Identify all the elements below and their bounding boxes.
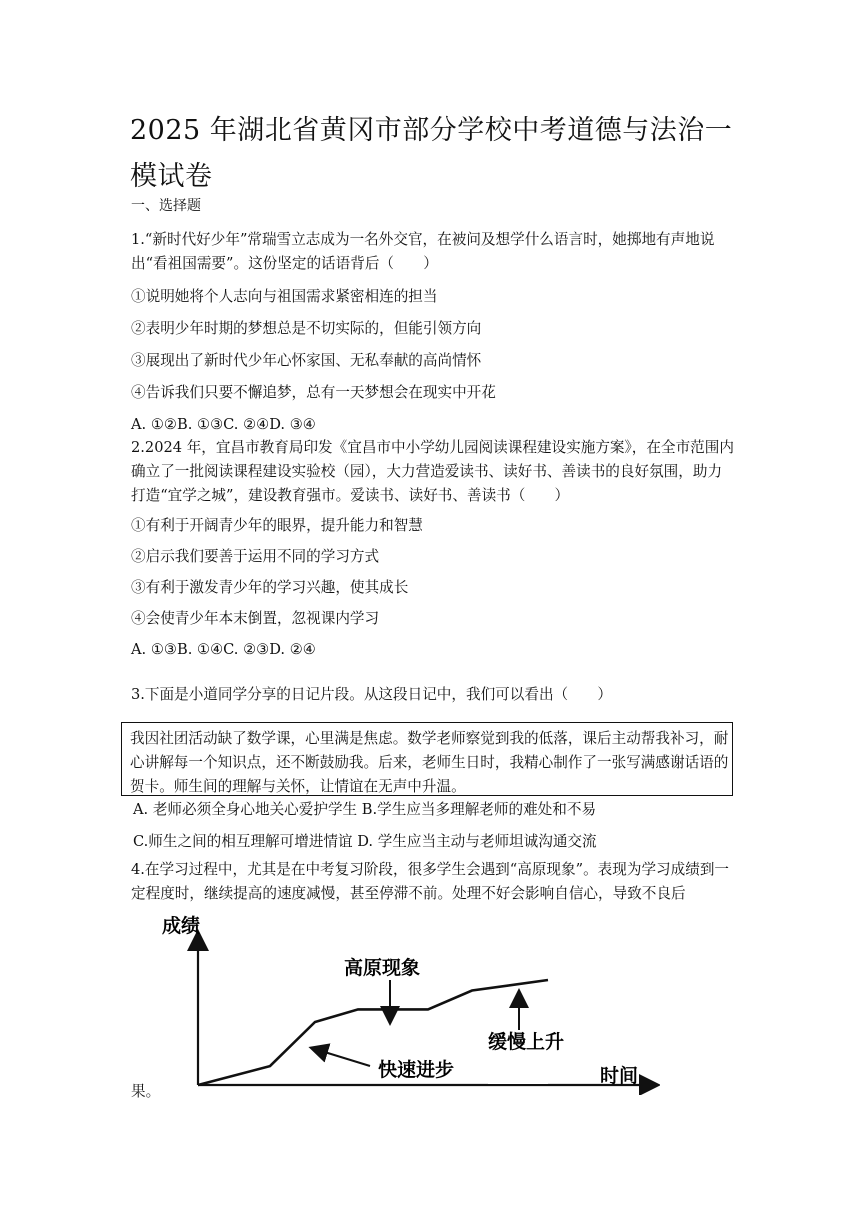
slow-rise-label: 缓慢上升 xyxy=(488,1031,565,1053)
fast-progress-arrow xyxy=(318,1050,370,1066)
question-2-option: ④会使青少年本末倒置，忽视课内学习 xyxy=(131,610,380,627)
question-2 xyxy=(131,436,736,662)
question-1-option: ②表明少年时期的梦想总是不切实际的，但能引领方向 xyxy=(131,320,482,337)
axis-gap xyxy=(488,1070,548,1084)
question-3-answers-line-2: C.师生之间的相互理解可增进情谊 D. 学生应当主动与老师坦诚沟通交流 xyxy=(133,833,597,850)
section-heading: 一、选择题 xyxy=(131,198,201,214)
question-4-tail: 果。 xyxy=(131,1083,161,1100)
question-1-answers: A. ①②B. ①③C. ②④D. ③④ xyxy=(131,416,316,433)
y-axis-label: 成绩 xyxy=(162,915,201,937)
question-2-answers: A. ①③B. ①④C. ②③D. ②④ xyxy=(131,641,316,658)
page-title: 2025 年湖北省黄冈市部分学校中考道德与法治一模试卷 xyxy=(130,115,733,192)
question-4-stem: 4.在学习过程中，尤其是在中考复习阶段，很多学生会遇到“高原现象”。表现为学习成绩到一定程度时，继续提高的速度减慢，甚至停滞不前。处理不好会影响自信心，导致不良后 xyxy=(131,861,730,902)
question-1-option: ④告诉我们只要不懈追梦，总有一天梦想会在现实中开花 xyxy=(131,384,496,401)
question-1 xyxy=(131,228,736,437)
question-2-option: ③有利于激发青少年的学习兴趣，使其成长 xyxy=(131,579,409,596)
question-1-option: ①说明她将个人志向与祖国需求紧密相连的担当 xyxy=(131,288,438,305)
plateau-label: 高原现象 xyxy=(344,957,421,979)
question-1-stem: 1.“新时代好少年”常瑞雪立志成为一名外交官，在被问及想学什么语言时，她掷地有声地说出“看祖国需要”。这份坚定的话语背后（ ） xyxy=(131,231,715,272)
question-2-option: ②启示我们要善于运用不同的学习方式 xyxy=(131,548,380,565)
fast-progress-label: 快速进步 xyxy=(378,1059,455,1081)
question-2-option: ①有利于开阔青少年的眼界，提升能力和智慧 xyxy=(131,517,423,534)
question-2-stem: 2.2024 年，宜昌市教育局印发《宜昌市中小学幼儿园阅读课程建设实施方案》，在全市范围内确立了一批阅读课程建设实验校（园），大力营造爱读书、读好书、善读书的良好氛围，助力打造“宜学之城”，建设教育强市。爱读书、读好书、善读书（ ） xyxy=(131,439,734,504)
x-axis-label: 时间 xyxy=(600,1065,639,1087)
question-3-stem: 3.下面是小道同学分享的日记片段。从这段日记中，我们可以看出（ ） xyxy=(131,686,612,703)
diary-excerpt-box: 我因社团活动缺了数学课，心里满是焦虑。数学老师察觉到我的低落，课后主动帮我补习，耐心讲解每一个知识点，还不断鼓励我。后来，老师生日时，我精心制作了一张写满感谢话语的贺卡。师生间的理解与关怀，让情谊在无声中升温。 xyxy=(121,722,733,796)
question-3-answers-line-1: A. 老师必须全身心地关心爱护学生 B.学生应当多理解老师的难处和不易 xyxy=(133,801,597,818)
question-1-option: ③展现出了新时代少年心怀家国、无私奉献的高尚情怀 xyxy=(131,352,482,369)
learning-curve-chart xyxy=(160,910,660,1095)
